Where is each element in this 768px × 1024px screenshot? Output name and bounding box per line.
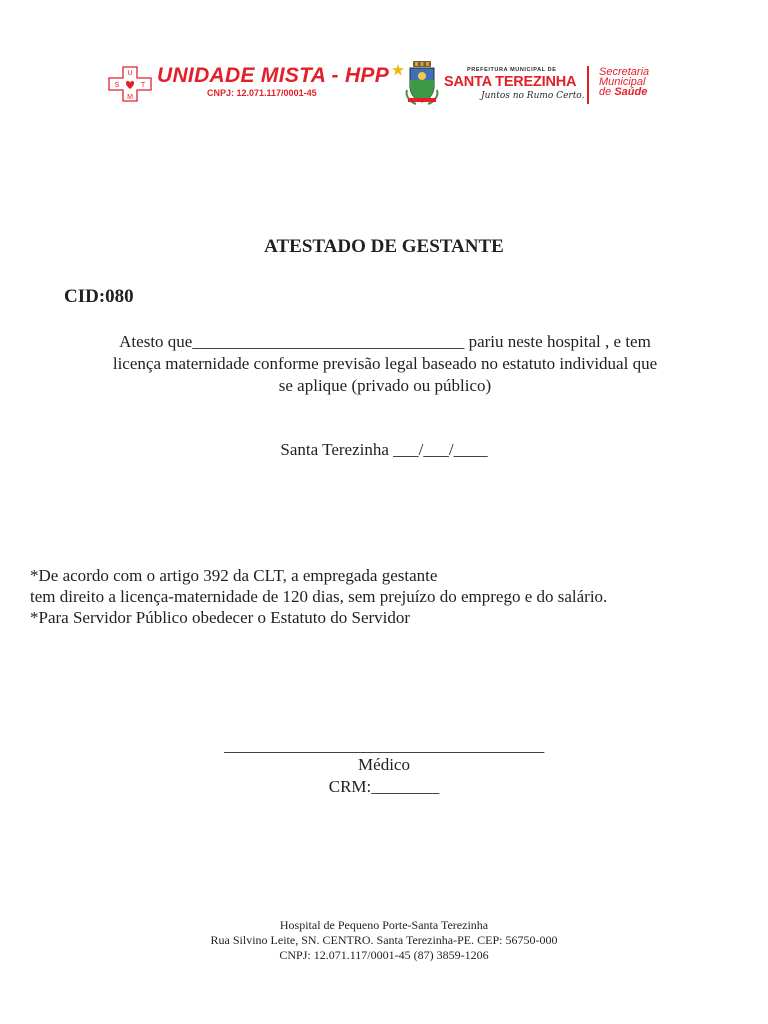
- secretaria-line-1: Secretaria: [599, 66, 650, 78]
- note-line-3: *Para Servidor Público obedecer o Estatuto do Servidor: [30, 608, 411, 627]
- footer: [0, 918, 768, 963]
- footer-line-3: CNPJ: 12.071.117/0001-45 (87) 3859-1206: [279, 948, 489, 962]
- secretaria-de: de: [599, 86, 612, 98]
- secretaria-line-3: [599, 87, 649, 97]
- paragraph-line-2: licença maternidade conforme previsão legal baseado no estatuto individual que: [112, 354, 658, 373]
- cid-code: CID:080: [64, 286, 134, 307]
- document-title: ATESTADO DE GESTANTE: [264, 236, 504, 257]
- signature-line: _______________________________________: [224, 736, 544, 755]
- city-name: SANTA TEREZINHA: [444, 74, 577, 90]
- usm-letter-t: T: [140, 82, 146, 89]
- secretaria-line-2: Municipal: [599, 76, 646, 88]
- secretaria-saude-logo: [599, 67, 649, 97]
- note-line-2: tem direito a licença-maternidade de 120 dias, sem prejuízo do emprego e do salário.: [30, 587, 608, 606]
- place-date: Santa Terezinha ___/___/____: [280, 440, 488, 459]
- footer-line-2: Rua Silvino Leite, SN. CENTRO. Santa Terezinha-PE. CEP: 56750-000: [210, 933, 558, 947]
- city-slogan: Juntos no Rumo Certo.: [481, 91, 585, 101]
- signature-role: Médico: [358, 755, 410, 774]
- legal-notes: [30, 565, 607, 628]
- paragraph-line-3: se aplique (privado ou público): [278, 376, 492, 395]
- attestation-paragraph: [40, 331, 730, 397]
- header-divider: [587, 66, 589, 104]
- usm-letter-m: M: [127, 94, 133, 101]
- secretaria-saude: Saúde: [614, 86, 648, 98]
- prefeitura-label: PREFEITURA MUNICIPAL DE: [467, 67, 557, 73]
- heart-icon: [126, 81, 134, 89]
- star-icon: [392, 64, 404, 76]
- hospital-cnpj: CNPJ: 12.071.117/0001-45: [207, 88, 317, 98]
- note-line-1: *De acordo com o artigo 392 da CLT, a empregada gestante: [30, 566, 438, 585]
- usm-letter-u: U: [127, 70, 133, 77]
- usm-cross-logo: [108, 66, 152, 102]
- usm-letter-s: S: [114, 82, 120, 89]
- crm-field: CRM:________: [328, 777, 440, 796]
- footer-line-1: Hospital de Pequeno Porte-Santa Terezinha: [279, 918, 489, 932]
- paragraph-line-1: Atesto que________________________________ pariu neste hospital , e tem: [119, 332, 651, 351]
- coat-of-arms-icon: [404, 60, 440, 106]
- hospital-name: UNIDADE MISTA - HPP: [157, 64, 390, 87]
